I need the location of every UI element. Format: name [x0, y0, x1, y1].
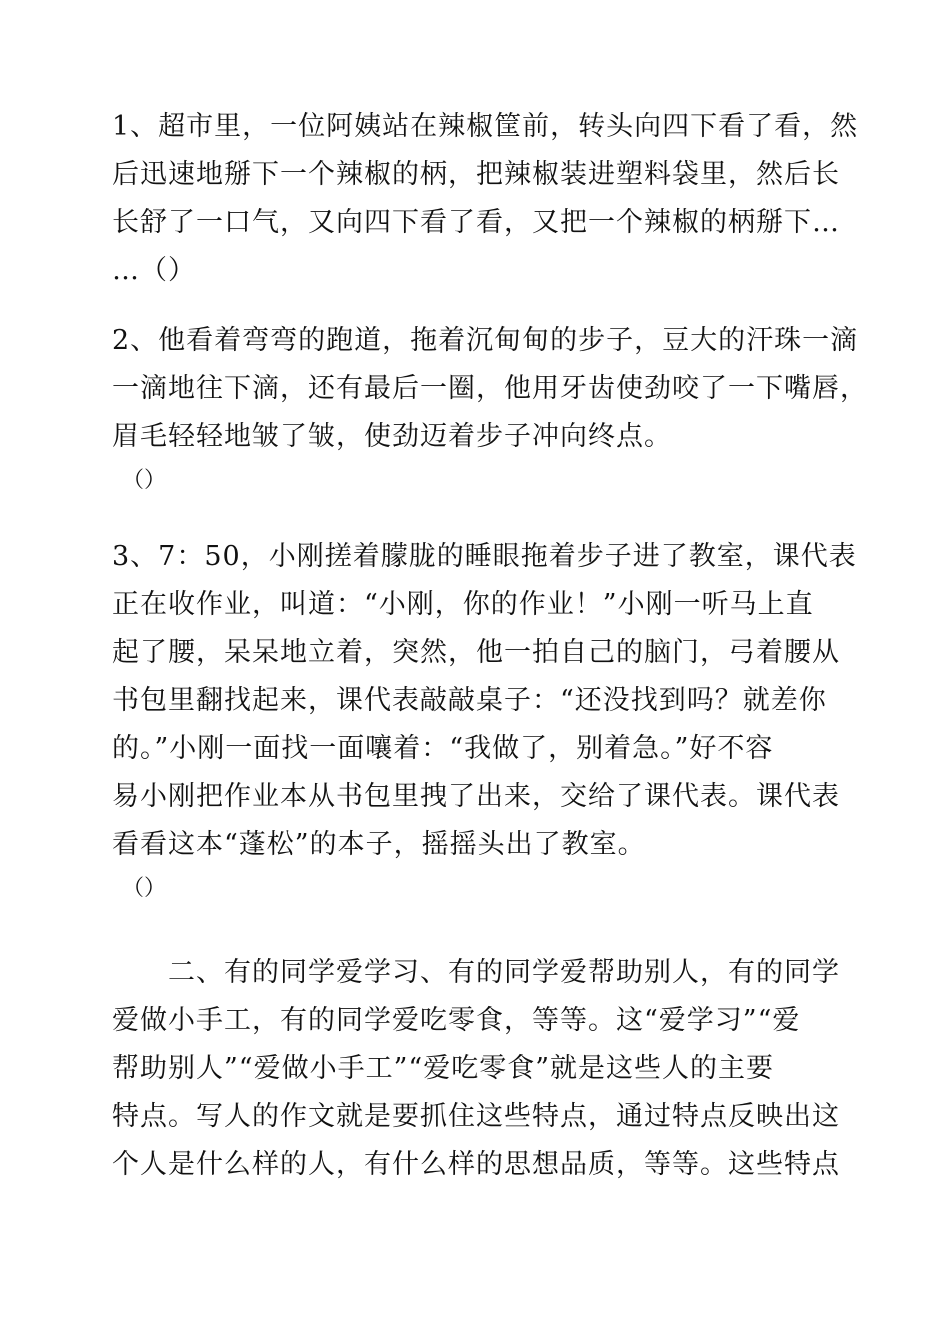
question-3-answer-blank: （） — [122, 876, 167, 901]
question-3-line: 看看这本“蓬松”的本子，摇摇头出了教室。 — [112, 829, 646, 860]
question-3-line: 的。”小刚一面找一面嚷着：“我做了，别着急。”好不容 — [112, 733, 774, 764]
question-1-line: 长舒了一口气，又向四下看了看，又把一个辣椒的柄掰下… — [112, 207, 840, 238]
section-2-line: 二、有的同学爱学习、有的同学爱帮助别人，有的同学 — [168, 957, 840, 988]
question-1-line: 1、超市里，一位阿姨站在辣椒筐前，转头向四下看了看，然 — [112, 111, 859, 142]
section-2-paragraph — [112, 949, 840, 1189]
question-3-line: 正在收作业，叫道：“小刚，你的作业！”小刚一听马上直 — [112, 589, 814, 620]
question-3-line: 易小刚把作业本从书包里拽了出来，交给了课代表。课代表 — [112, 781, 840, 812]
document-page — [112, 103, 868, 1189]
question-3-paragraph — [112, 533, 857, 869]
section-2-line: 个人是什么样的人，有什么样的思想品质，等等。这些特点 — [112, 1149, 840, 1180]
question-1-line: 后迅速地掰下一个辣椒的柄，把辣椒装进塑料袋里，然后长 — [112, 159, 840, 190]
section-2-line: 爱做小手工，有的同学爱吃零食，等等。这“爱学习”“爱 — [112, 1005, 801, 1036]
section-2-line: 帮助别人”“爱做小手工”“爱吃零食”就是这些人的主要 — [112, 1053, 775, 1084]
question-2-line: 眉毛轻轻地皱了皱，使劲迈着步子冲向终点。 — [112, 421, 672, 452]
section-2-line: 特点。写人的作文就是要抓住这些特点，通过特点反映出这 — [112, 1101, 840, 1132]
question-2-line: 2、他看着弯弯的跑道，拖着沉甸甸的步子，豆大的汗珠一滴 — [112, 325, 859, 356]
question-1-line: …（） — [112, 255, 196, 286]
question-3-line: 书包里翻找起来，课代表敲敲桌子：“还没找到吗？就差你 — [112, 685, 827, 716]
question-2-line: 一滴地往下滴，还有最后一圈，他用牙齿使劲咬了一下嘴唇， — [112, 373, 868, 404]
question-2-paragraph — [112, 317, 868, 461]
question-1-paragraph — [112, 103, 859, 295]
question-3-line: 3、7：50，小刚搓着朦胧的睡眼拖着步子进了教室，课代表 — [112, 541, 857, 572]
question-3-line: 起了腰，呆呆地立着，突然，他一拍自己的脑门，弓着腰从 — [112, 637, 840, 668]
question-2-answer-blank: （） — [122, 468, 167, 493]
